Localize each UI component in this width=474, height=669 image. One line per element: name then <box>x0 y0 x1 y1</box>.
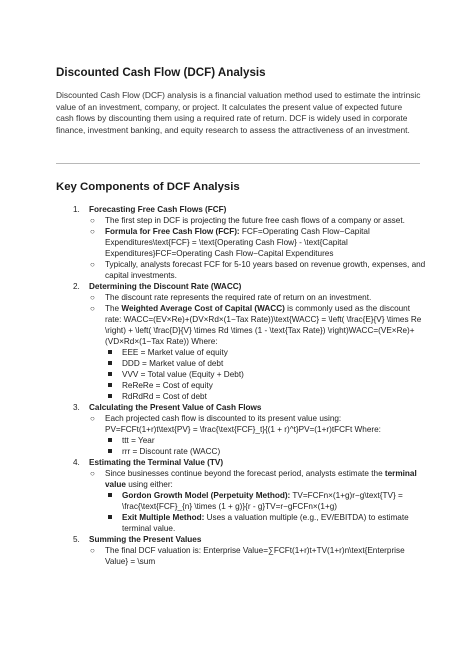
nested-bullet-item: Gordon Growth Model (Perpetuity Method): TV=FCFn×(1+g)r−g\text{TV} = \frac{\text{FCF}_{n} \times (1 + g)}{r - g}TV=r−gFCFn​×(1+g)​ <box>105 490 426 512</box>
nested-bold-lead: Exit Multiple Method: <box>122 513 205 522</box>
bullet-item: ○ The discount rate represents the required rate of return on an investment. <box>90 293 372 302</box>
square-bullet-icon <box>108 493 112 497</box>
square-bullet-icon <box>108 449 112 453</box>
step-item <box>56 204 426 281</box>
square-bullet-icon <box>108 350 112 354</box>
bullet-item: ○ The first step in DCF is projecting the future free cash flows of a company or asset. <box>90 216 405 225</box>
step-title: Summing the Present Values <box>89 535 202 544</box>
step-bullets <box>89 413 426 457</box>
step-number: 5. <box>73 535 80 544</box>
step-title: Determining the Discount Rate (WACC) <box>89 282 242 291</box>
bullet-item: ○ The final DCF valuation is: Enterprise Value=∑FCFt(1+r)t+TV(1+r)n\text{Enterprise Value} = \sum <box>90 546 405 566</box>
nested-bullet-item: DDD = Market value of debt <box>105 358 426 369</box>
step-number: 1. <box>73 205 80 214</box>
bullet-item: ○ Formula for Free Cash Flow (FCF): FCF=Operating Cash Flow−Capital Expenditures\text{FCF} = \text{Operating Cash Flow} - \text{Capital Expenditures}FCF=Operating Cash Flow−Capital Expenditures <box>90 227 370 258</box>
nested-bullets <box>105 435 426 457</box>
square-bullet-icon <box>108 438 112 442</box>
step-number: 4. <box>73 458 80 467</box>
circle-bullet-icon: ○ <box>90 227 95 236</box>
square-bullet-icon <box>108 372 112 376</box>
nested-bullet-item: EEE = Market value of equity <box>105 347 426 358</box>
nested-bold-lead: Gordon Growth Model (Perpetuity Method): <box>122 491 291 500</box>
circle-bullet-icon: ○ <box>90 469 95 478</box>
square-bullet-icon <box>108 361 112 365</box>
steps-content <box>56 204 426 567</box>
steps-list <box>56 204 426 567</box>
step-title: Calculating the Present Value of Cash Flows <box>89 403 262 412</box>
document-title: Discounted Cash Flow (DCF) Analysis <box>56 66 266 79</box>
step-item <box>56 402 426 457</box>
step-item <box>56 281 426 402</box>
square-bullet-icon <box>108 394 112 398</box>
step-item <box>56 534 426 567</box>
nested-bullet-item: ttt = Year <box>105 435 426 446</box>
bullet-bold-lead: Formula for Free Cash Flow (FCF): <box>105 227 240 236</box>
step-item <box>56 457 426 534</box>
intro-paragraph: Discounted Cash Flow (DCF) analysis is a financial valuation method used to estimate the intrinsic value of an investment, company, or project. It calculates the present value of expected future cash flows by discounting them using a required rate of return. DCF is widely used in corporate finance, investment banking, and equity research to assess the attractiveness of an investment. <box>56 90 421 135</box>
bullet-item: ○ Each projected cash flow is discounted to its present value using: PV=FCFt(1+r)t\text{PV} = \frac{\text{FCF}_t}{(1 + r)^t}PV=(1+r)tFCFt​​ Where: ttt = Year rrr = Discount rate (WACC) <box>89 413 426 457</box>
bullet-item: ○ The Weighted Average Cost of Capital (WACC) is commonly used as the discount rate: WACC=(EV×Re)+(DV×Rd×(1−Tax Rate))\text{WACC} = \left( \frac{E}{V} \times Re \right) + \left( \frac{D}{V} \times Rd \times (1 - \text{Tax Rate}) \right)WACC=(VE​×Re)+(VD​×Rd×(1−Tax Rate)) Where: EEE = Market value of equity DDD = Market value of debt VVV = Total value (Equity + Debt) ReReRe = Cost of equity RdRdRd = Cost of debt <box>89 303 426 402</box>
nested-bullet-item: VVV = Total value (Equity + Debt) <box>105 369 426 380</box>
nested-bullets <box>105 347 426 402</box>
square-bullet-icon <box>108 383 112 387</box>
step-bullets <box>89 468 426 534</box>
nested-bullet-item: ReReRe = Cost of equity <box>105 380 426 391</box>
step-title: Forecasting Free Cash Flows (FCF) <box>89 205 227 214</box>
step-bullets <box>89 545 426 567</box>
step-bullets <box>89 292 426 402</box>
circle-bullet-icon: ○ <box>90 414 95 423</box>
circle-bullet-icon: ○ <box>90 260 95 269</box>
step-bullets <box>89 215 426 281</box>
nested-bullet-item: RdRdRd = Cost of debt <box>105 391 426 402</box>
step-number: 2. <box>73 282 80 291</box>
bullet-item: ○ Typically, analysts forecast FCF for 5-10 years based on revenue growth, expenses, and capital investments. <box>90 260 426 280</box>
circle-bullet-icon: ○ <box>90 293 95 302</box>
circle-bullet-icon: ○ <box>90 304 95 313</box>
circle-bullet-icon: ○ <box>90 216 95 225</box>
section-heading: Key Components of DCF Analysis <box>56 181 240 193</box>
bullet-bold-term: Weighted Average Cost of Capital (WACC) <box>121 304 285 313</box>
nested-bullets <box>105 490 426 534</box>
nested-bullet-item: rrr = Discount rate (WACC) <box>105 446 426 457</box>
horizontal-divider <box>56 163 420 164</box>
step-number: 3. <box>73 403 80 412</box>
bullet-item: ○ Since businesses continue beyond the forecast period, analysts estimate the terminal value using either: Gordon Growth Model (Perpetuity Method): TV=FCFn×(1+g)r−g\text{TV} = \frac{\text{FCF}_{n} \times (1 + g)}{r - g}TV=r−gFCFn​×(1+g)​ Exit Multiple Method: Uses a valuation multiple (e.g., EV/EBITDA) to estimate terminal value. <box>89 468 426 534</box>
square-bullet-icon <box>108 515 112 519</box>
step-title: Estimating the Terminal Value (TV) <box>89 458 224 467</box>
bullet-bold-term: terminal value <box>105 469 417 489</box>
nested-bullet-item: Exit Multiple Method: Uses a valuation multiple (e.g., EV/EBITDA) to estimate terminal value. <box>105 512 426 534</box>
circle-bullet-icon: ○ <box>90 546 95 555</box>
